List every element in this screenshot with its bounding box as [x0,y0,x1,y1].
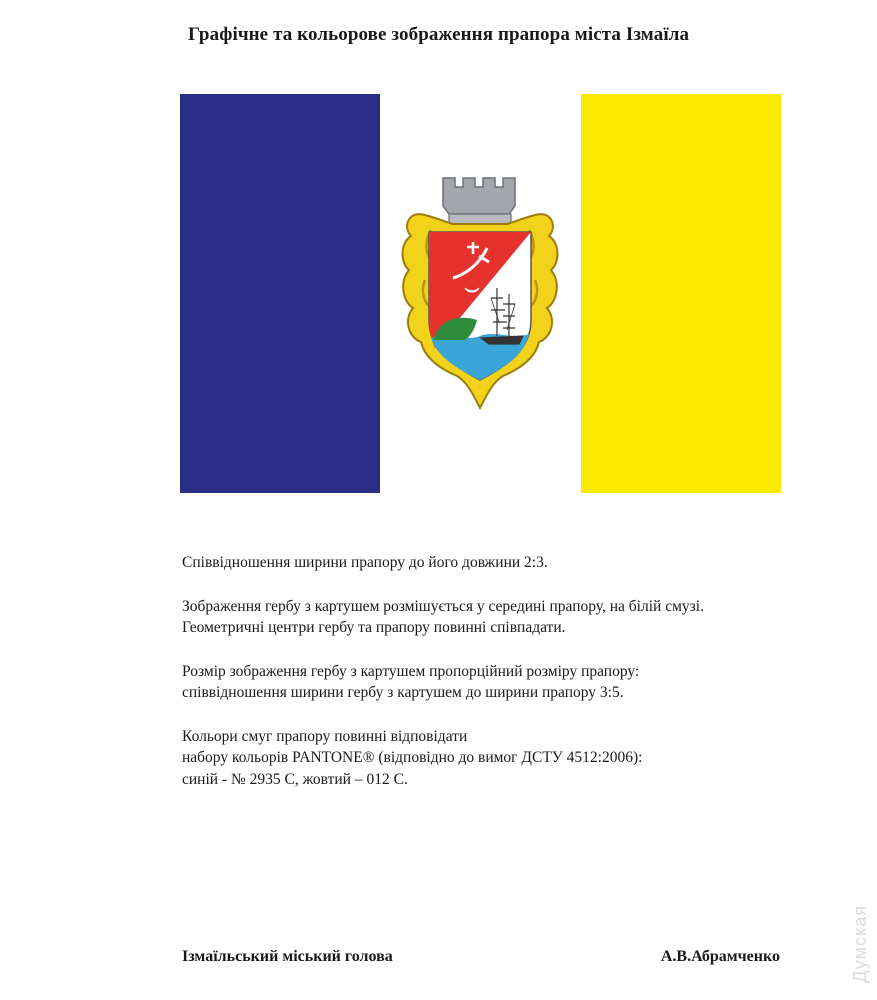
paragraph-size: Розмір зображення гербу з картушем пропорційний розміру прапору: співвідношення ширини гербу з картушем до ширини прапору 3:5. [182,662,640,701]
signature-line [182,948,780,966]
flag-stripe-yellow [581,94,781,493]
description-text [182,552,842,812]
watermark: Думская [850,905,870,983]
paragraph-ratio: Співвідношення ширини прапору до його довжини 2:3. [182,554,548,571]
signatory-name: А.В.Абрамченко [660,948,780,965]
page-title: Графічне та кольорове зображення прапора міста Ізмаїла [187,24,690,45]
paragraph-colors: Кольори смуг прапору повинні відповідати набору кольорів PANTONE® (відповідно до вимог ДСТУ 4512:2006): синій - № 2935 С, жовтий – 012 С. [182,727,643,788]
coat-of-arms-icon [395,170,565,415]
signatory-position: Ізмаїльський міський голова [182,948,393,965]
flag-stripe-blue [180,94,380,493]
paragraph-placement: Зображення гербу з картушем розмішується у середині прапору, на білій смузі. Геометричні центри гербу та прапору повинні співпадати. [182,597,704,636]
mural-crown-icon [443,178,515,224]
